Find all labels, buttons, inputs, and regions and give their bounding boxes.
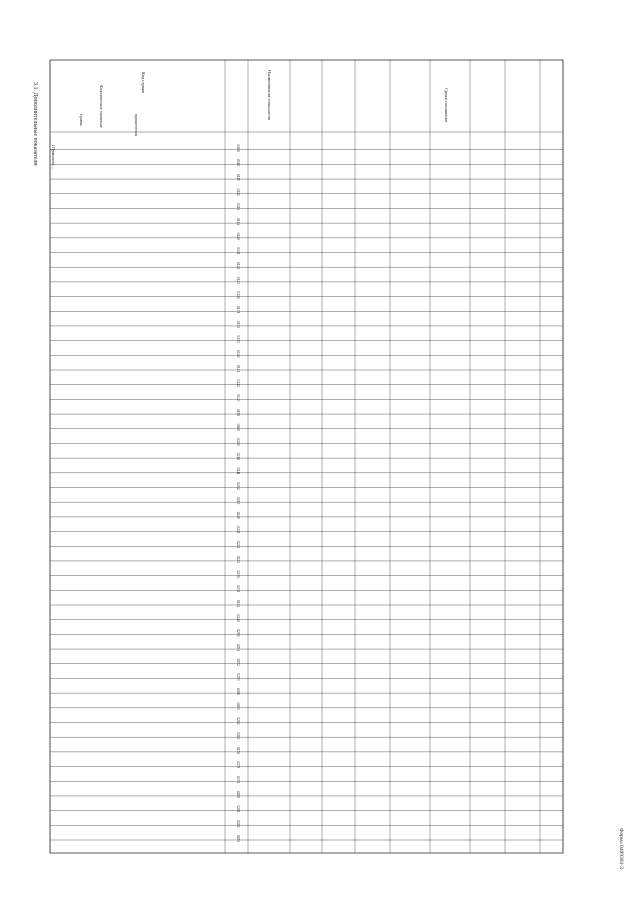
row-code: 0251 (236, 643, 240, 652)
row-code: 0221 (236, 526, 240, 534)
row-code: 0112 (236, 188, 240, 196)
header-sub-percent: процентная (134, 114, 139, 137)
row-code: 0120 (236, 232, 240, 240)
row-code: 0114 (236, 217, 240, 226)
row-code: 0212 (236, 482, 240, 490)
row-code: 0121 (236, 247, 240, 255)
row-code: 0110 (236, 159, 240, 167)
row-code: 0131 (236, 306, 240, 314)
header-total-col: Фактическое значение (99, 85, 104, 128)
row-code: 0150 (236, 408, 240, 417)
row-code: 0223 (236, 555, 240, 563)
row-code: 0253 (236, 673, 240, 681)
row-code: 0130 (236, 291, 240, 299)
row-code: 0200 (236, 438, 240, 446)
row-code: 0231 (236, 585, 240, 593)
row-code: 0263 (236, 732, 240, 740)
row-code: 0141 (236, 364, 240, 373)
row-code: 0260 (236, 687, 240, 696)
row-code: 0122 (236, 262, 240, 270)
header-sub-amount: сумма (79, 114, 84, 126)
row-code: 0100 (236, 144, 240, 152)
header-name-col: Наименование показателя (267, 70, 272, 120)
row-code: 0250 (236, 629, 240, 637)
header-group-col: Сроки погашения (444, 88, 449, 123)
row-code: 0240 (236, 614, 240, 622)
row-code: 0133 (236, 335, 240, 343)
row-code: 0270 (236, 746, 240, 754)
row-code: 0272 (236, 776, 240, 784)
row-code: 0252 (236, 658, 240, 666)
row-code: 0123 (236, 276, 240, 284)
row-code: 0111 (236, 173, 240, 181)
row-code: 0220 (236, 511, 240, 519)
row-code: 0271 (236, 761, 240, 769)
row-code: 0222 (236, 541, 240, 549)
section-title: 3.1. Дополнительные показатели (32, 82, 38, 166)
row-name: 1 Привлечено ... (51, 144, 55, 170)
row-code: 0261 (236, 702, 240, 710)
row-code: 0281 (236, 805, 240, 813)
row-code: 0282 (236, 820, 240, 828)
row-code: 0140 (236, 350, 240, 358)
form-code: Форма 0409303-3 (618, 828, 624, 869)
row-code: 0160 (236, 423, 240, 431)
row-code: 0230 (236, 570, 240, 578)
row-code: 0142 (236, 379, 240, 387)
row-code: 0262 (236, 717, 240, 725)
row-code: 0213 (236, 497, 240, 505)
row-code: 0283 (236, 834, 240, 843)
row-code: 0132 (236, 320, 240, 328)
row-code: 0143 (236, 394, 240, 402)
row-code: 0280 (236, 790, 240, 798)
header-code-col: Код строки (141, 72, 146, 94)
row-code: 0113 (236, 203, 240, 211)
row-code: 0232 (236, 599, 240, 608)
row-code: 0211 (236, 467, 240, 475)
row-code: 0210 (236, 452, 240, 461)
